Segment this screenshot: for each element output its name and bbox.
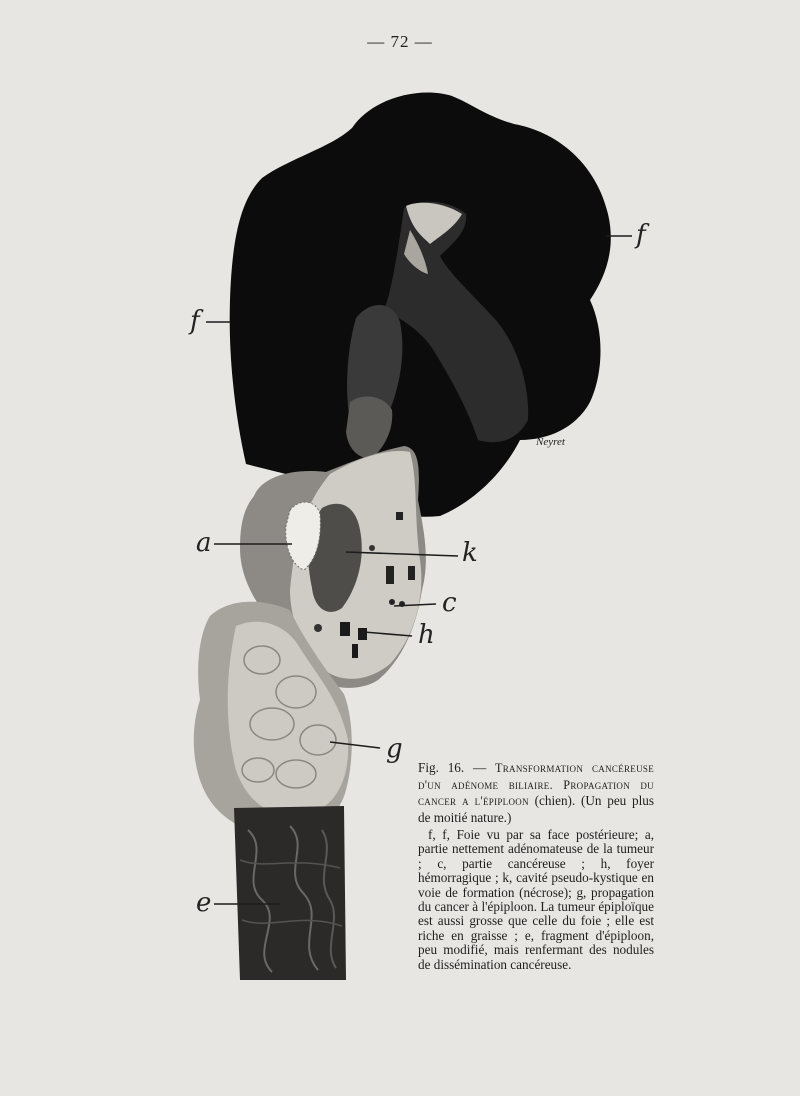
label-g: g bbox=[386, 734, 403, 764]
label-a: a bbox=[196, 528, 212, 558]
label-k: k bbox=[462, 538, 478, 568]
figure-title: Transformation cancéreuse d'un adénome biliaire. Propagation du cancer a l'épiploon bbox=[418, 761, 655, 809]
label-f-left: f bbox=[190, 306, 200, 336]
figure-caption bbox=[418, 760, 654, 825]
figure-number: Fig. 16. — bbox=[418, 760, 495, 775]
page-number: — 72 — bbox=[367, 32, 433, 51]
figure-caption-rest: (chien). (Un peu plus de moitié nature.) bbox=[418, 793, 654, 825]
label-h: h bbox=[418, 620, 435, 650]
figure-legend: f, f, Foie vu par sa face postérieure; a, partie nettement adénomateuse de la tumeur ; c, partie cancéreuse ; h, foyer hémorragique ; k, cavité pseudo-kystique en voie de formation (nécrose); g, propagation du cancer à l'épiploon. La tumeur épiploïque est aussi grosse que celle du foie ; elle est riche en graisse ; e, fragment d'épiploon, peu modifié, mais renfermant des nodules de dissémination cancéreuse. bbox=[418, 827, 654, 972]
epiploon-fragment bbox=[234, 806, 346, 980]
liver bbox=[230, 93, 611, 517]
label-f-right: f bbox=[636, 220, 646, 250]
illustrator-signature: Neyret bbox=[536, 436, 565, 448]
label-c: c bbox=[442, 588, 457, 618]
label-e: e bbox=[196, 888, 212, 918]
